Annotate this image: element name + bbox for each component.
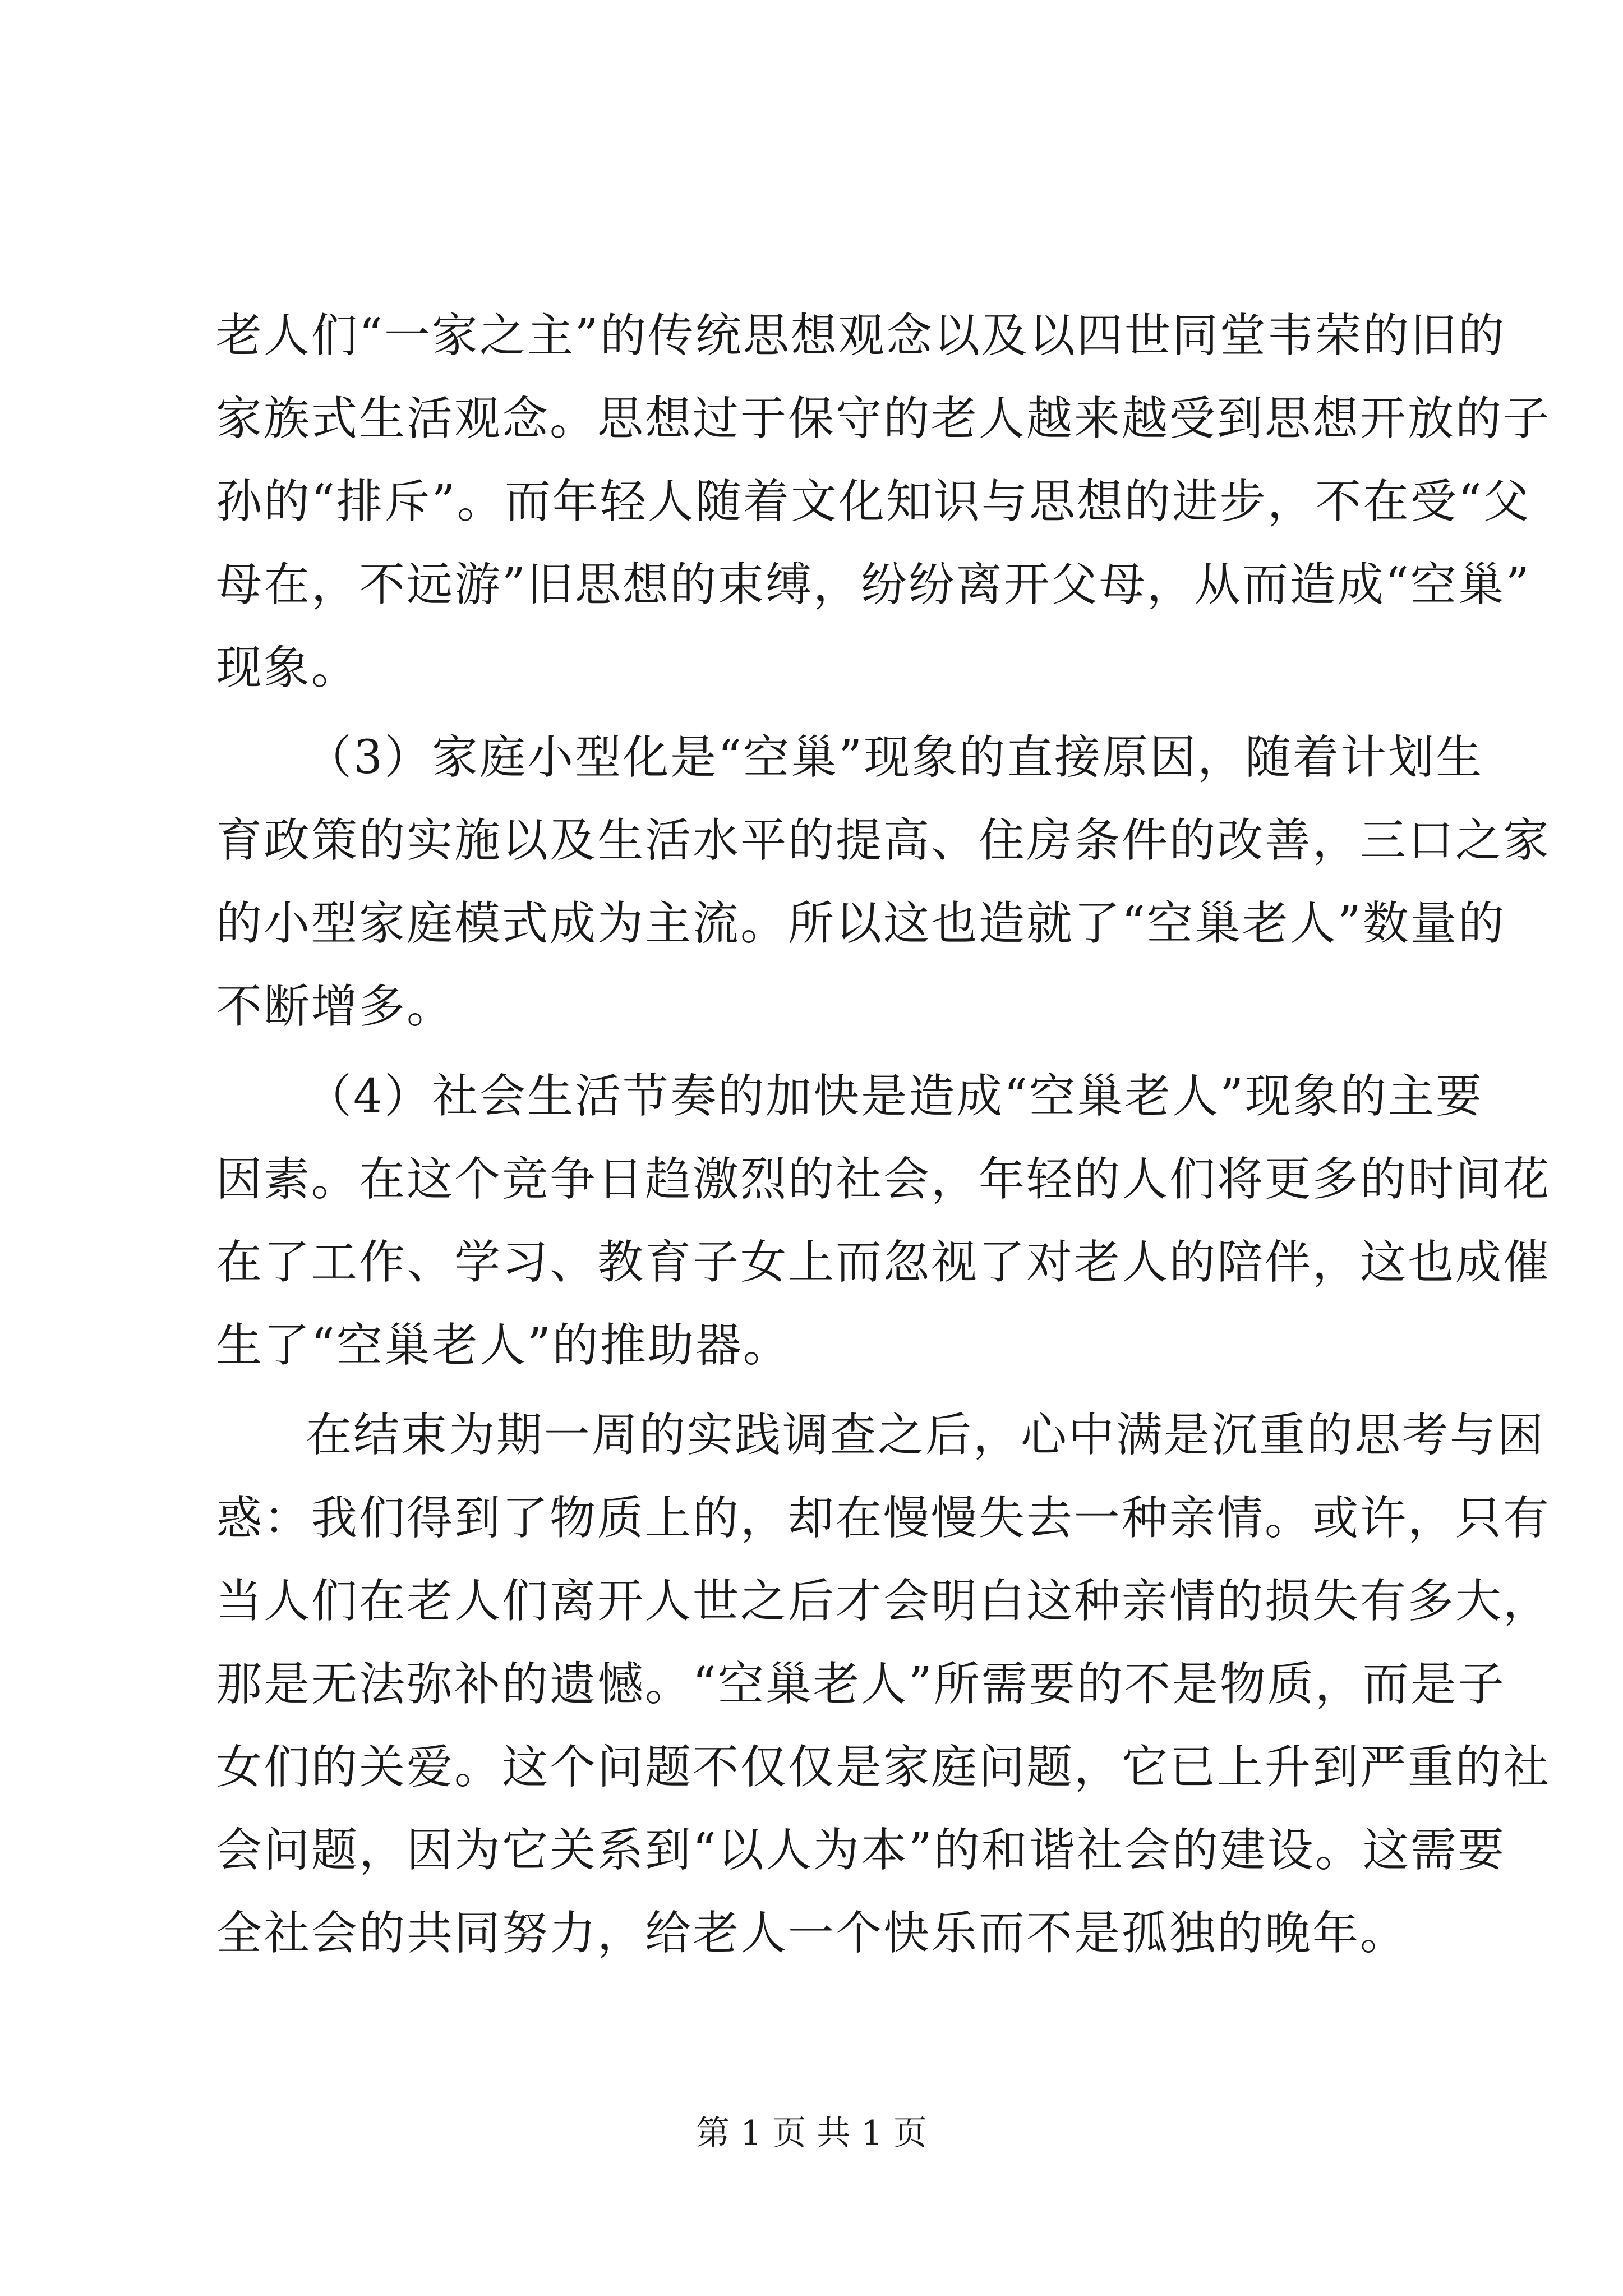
paragraph-line: 的小型家庭模式成为主流。所以这也造就了“空巢老人”数量的	[216, 897, 1506, 950]
paragraph-4	[216, 1394, 1551, 1975]
paragraph-line: 在了工作、学习、教育子女上而忽视了对老人的陪伴，这也成催	[216, 1236, 1551, 1289]
paragraph-line: 老人们“一家之主”的传统思想观念以及以四世同堂韦荣的旧的	[216, 309, 1506, 362]
paragraph-line: 育政策的实施以及生活水平的提高、住房条件的改善，三口之家	[216, 814, 1551, 867]
paragraph-3	[216, 1055, 1551, 1387]
paragraph-line: 在结束为期一周的实践调查之后，心中满是沉重的思考与困	[306, 1409, 1546, 1462]
paragraph-line: （4）社会生活节奏的加快是造成“空巢老人”现象的主要	[306, 1070, 1484, 1123]
paragraph-line: 家族式生活观念。思想过于保守的老人越来越受到思想开放的子	[216, 392, 1551, 445]
document-body	[216, 295, 1551, 1975]
paragraph-line: （3）家庭小型化是“空巢”现象的直接原因，随着计划生	[306, 731, 1484, 784]
paragraph-line: 孙的“排斥”。而年轻人随着文化知识与思想的进步，不在受“父	[216, 475, 1531, 528]
paragraph-spacer	[216, 1387, 1422, 1394]
paragraph-line: 全社会的共同努力，给老人一个快乐而不是孤独的晚年。	[216, 1907, 1408, 1960]
paragraph-line: 生了“空巢老人”的推助器。	[216, 1319, 791, 1372]
paragraph-line: 会问题，因为它关系到“以人为本”的和谐社会的建设。这需要	[216, 1824, 1506, 1877]
paragraph-line: 因素。在这个竞争日趋激烈的社会，年轻的人们将更多的时间花	[216, 1153, 1551, 1206]
page-number-footer: 第 1 页 共 1 页	[696, 2114, 927, 2153]
paragraph-line: 现象。	[216, 641, 359, 694]
paragraph-line: 惑：我们得到了物质上的，却在慢慢失去一种亲情。或许，只有	[216, 1492, 1551, 1545]
paragraph-line: 母在，不远游”旧思想的束缚，纷纷离开父母，从而造成“空巢”	[216, 558, 1531, 611]
paragraph-2	[216, 716, 1551, 1048]
paragraph-1	[216, 295, 1551, 710]
paragraph-line: 女们的关爱。这个问题不仅仅是家庭问题，它已上升到严重的社	[216, 1741, 1551, 1794]
paragraph-spacer	[216, 1048, 1422, 1055]
paragraph-line: 当人们在老人们离开人世之后才会明白这种亲情的损失有多大，	[216, 1575, 1551, 1628]
paragraph-line: 不断增多。	[216, 980, 455, 1033]
paragraph-spacer	[216, 710, 1422, 716]
paragraph-line: 那是无法弥补的遗憾。“空巢老人”所需要的不是物质，而是子	[216, 1658, 1506, 1711]
